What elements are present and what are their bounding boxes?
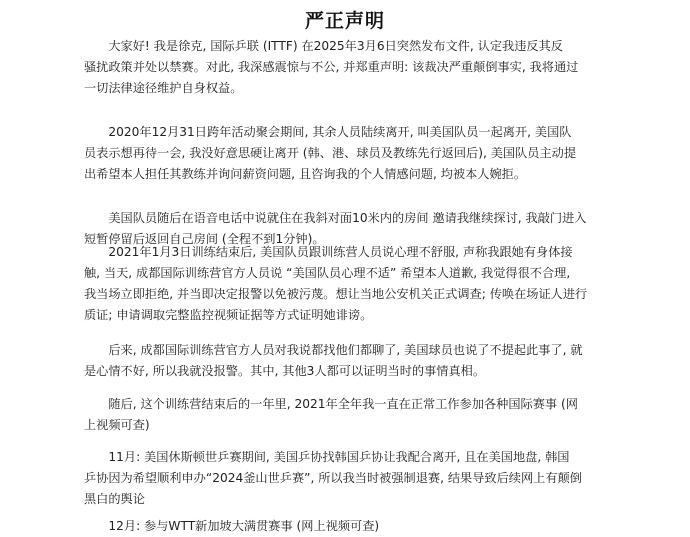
paragraph-line: 黑白的舆论	[84, 492, 145, 506]
paragraph-line: 大家好! 我是徐克, 国际乒联 (ITTF) 在2025年3月6日突然发布文件, 认定我违反其反	[84, 39, 563, 53]
paragraph-line: 短暂停留后返回自己房间 (全程不到1分钟)。	[84, 232, 325, 246]
paragraph-november	[84, 447, 594, 510]
paragraph-line: 是心情不好, 所以我就没报警。其中, 其他3人都可以证明当时的事情真相。	[84, 364, 486, 378]
paragraph-line: 一切法律途径维护自身权益。	[84, 81, 243, 95]
document-title: 严正声明	[304, 10, 385, 32]
paragraph-no-report	[84, 340, 594, 382]
paragraph-line: 12月: 参与WTT新加坡大满贯赛事 (网上视频可查)	[84, 519, 380, 533]
paragraph-line: 出希望本人担任其教练并询问薪资问题, 且咨询我的个人情感问题, 均被本人婉拒。	[84, 167, 527, 181]
paragraph-line: 我当场立即拒绝, 并当即决定报警以免被污蔑。想让当地公安机关正式调查; 传唤在场证人进行	[84, 287, 588, 301]
paragraph-following-year	[84, 394, 594, 436]
paragraph-line: 11月: 美国休斯顿世乒赛期间, 美国乒协找韩国乒协让我配合离开, 且在美国地盘, 韩国	[84, 450, 570, 464]
paragraph-line: 乒协因为希望顺利申办“2024釜山世乒赛”, 所以我当时被强制退赛, 结果导致后续网上有颠倒	[84, 471, 582, 485]
paragraph-line: 触, 当天, 成都国际训练营官方人员说 “美国队员心理不适” 希望本人道歉, 我觉得很不合理,	[84, 266, 571, 280]
paragraph-line: 随后, 这个训练营结束后的一年里, 2021年全年我一直在正常工作参加各种国际赛事 (网	[84, 397, 578, 411]
paragraph-line: 骚扰政策并处以禁赛。对此, 我深感震惊与不公, 并郑重声明: 该裁决严重颠倒事实, 我将通过	[84, 60, 579, 74]
paragraph-line: 质证; 申请调取完整监控视频证据等方式证明她诽谤。	[84, 308, 373, 322]
paragraph-line: 上视频可查)	[84, 418, 150, 432]
paragraph-line: 员表示想再待一会, 我没好意思硬让离开 (韩、港、球员及教练先行返回后), 美国队员主动提	[84, 146, 577, 160]
paragraph-line: 后来, 成都国际训练营官方人员对我说都找他们都聊了, 美国球员也说了不提起此事了, 就	[84, 343, 583, 357]
paragraph-line: 2021年1月3日训练结束后, 美国队员跟训练营人员说心理不舒服, 声称我跟她有身体接	[84, 245, 573, 259]
paragraph-2020-party	[84, 122, 594, 185]
paragraph-intro	[84, 36, 594, 99]
paragraph-2021-training	[84, 242, 594, 326]
paragraph-line: 2020年12月31日跨年活动聚会期间, 其余人员陆续离开, 叫美国队员一起离开, 美国队	[84, 125, 572, 139]
paragraph-line: 美国队员随后在语音电话中说就住在我斜对面10米内的房间 邀请我继续探讨, 我敲门进入	[84, 211, 587, 225]
